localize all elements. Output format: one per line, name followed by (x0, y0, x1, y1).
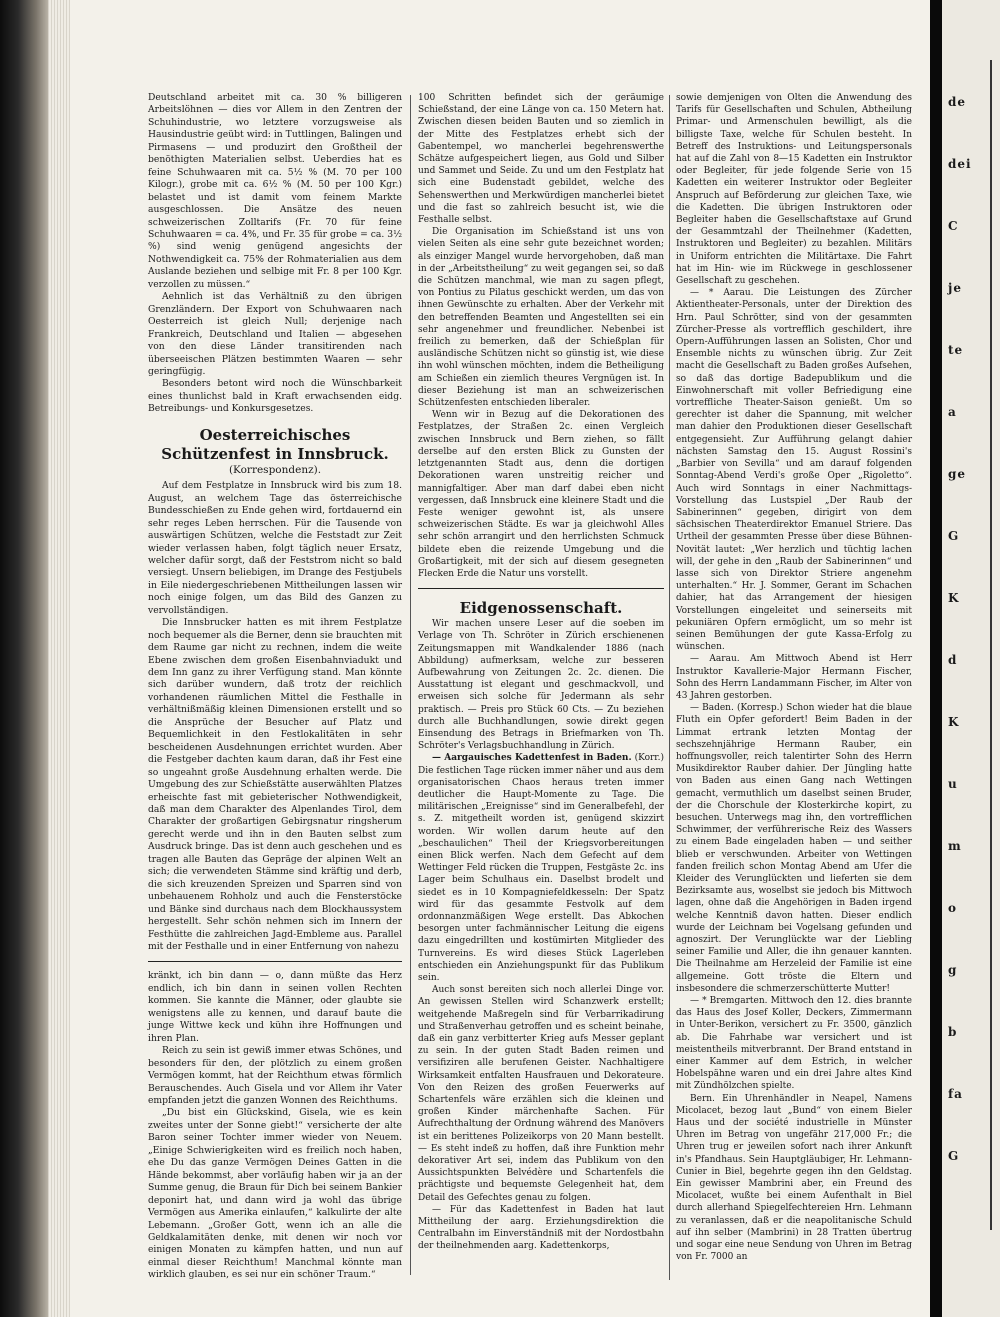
next-page-fragment-text: g (948, 963, 958, 977)
next-page-fragment-text: o (948, 901, 958, 915)
paragraph: — * Aarau. Die Leistungen des Zürcher Aktientheater-Personals, unter der Direktion des Hrn. Paul Schrötter, sind von der gesammten Zürcher-Presse als vortrefflich geschildert, ihre Opern-Aufführungen lassen an Solisten, Chor und Ensemble nichts zu wünschen übrig. Zur Zeit macht die Gesellschaft zu Baden großes Aufsehen, so daß das dortige Badepublikum und die Einwohnerschaft mit voller Befriedigung eine vortreffliche Theater-Saison genießt. Um so gerechter ist daher die Spannung, mit welcher man dahier den Produktionen dieser Gesellschaft entgegensieht. Zur Aufführung gelangt dahier nächsten Samstag den 15. August Rossini's „Barbier von Sevilla“ und am darauf folgenden Sonntag-Abend Verdi's große Oper „Rigoletto“. Auch wird Sonntags in einer Nachmittags-Vorstellung das Lustspiel „Der Raub der Sabinerinnen“ gegeben, dirigirt von dem sächsischen Theaterdirektor Emanuel Striere. Das Urtheil der gesammten Presse über diese Bühnen-Novität lautet: „Wer herzlich und tüchtig lachen will, der gehe in den „Raub der Sabinerinnen“ und lasse sich von Direktor Striere angenehm unterhalten.“ Hr. J. Sommer, Gerant im Schachen dahier, hat das Arrangement der hiesigen Vorstellungen eingeleitet und seinerseits mit pekuniären Opfern ermöglicht, um so mehr ist seinen Bemühungen der gute Kassa-Erfolg zu wünschen. (676, 288, 912, 653)
article-heading: Oesterreichisches Schützenfest in Innsbruck. (161, 425, 389, 463)
paragraph: „Du bist ein Glückskind, Gisela, wie es kein zweites unter der Sonne giebt!“ versicherte der alte Baron seiner Tochter immer wieder von Neuem. „Einige Schwierigkeiten wird es freilich noch haben, ehe Du das ganze Vermögen Deines Gatten in die Hände bekommst, aber vorläufig haben wir ja an der Summe genug, die Braun für Dich bei seinem Bankier deponirt hat, und dann wird ja wohl das übrige Vermögen aus Amerika einlaufen,“ kalkulirte der alte Lebemann. „Großer Gott, wenn ich an alle die Geldkalamitäten denke, mit denen wir noch vor einigen Monaten zu kämpfen hatten, und nun auf einmal dieser Reichthum! Manchmal könnte man wirklich glauben, es sei nur ein schöner Traum.“ (148, 1107, 402, 1281)
next-page-fragment-text: b (948, 1025, 958, 1039)
column-rule (669, 95, 670, 1280)
next-page-fragment-text: m (948, 839, 962, 853)
paragraph: sowie demjenigen von Olten die Anwendung des Tarifs für Gesellschaften und Schulen, Abtheilung Primar- und Armenschulen bewilligt, als die billigste Taxe, welche für Schulen besteht. In Betreff des Instruktions- und Leitungspersonals hat auf die Zahl von 8—15 Kadetten ein Instruktor oder Begleiter, für jede folgende Serie von 15 Kadetten ein weiterer Instruktor oder Begleiter Anspruch auf Beförderung zur gleichen Taxe, wie die Kadetten. Die übrigen Instruktoren oder Begleiter haben die Gesellschaftstaxe auf Grund der Gesammtzahl der Theilnehmer (Kadetten, Instruktoren und Begleiter) zu bezahlen. Militärs in Uniform entrichten die Militärtaxe. Die Fahrt hat im Hin- wie im Rückwege in geschlossener Gesellschaft zu geschehen. (676, 93, 912, 287)
news-title: — Aargauisches Kadettenfest in Baden. (432, 753, 632, 764)
next-page-fragment-text: de (948, 95, 967, 109)
next-page-fragment (942, 0, 1000, 1317)
paragraph: Wenn wir in Bezug auf die Dekorationen des Festplatzes, der Straßen 2c. einen Vergleich zwischen Innsbruck und Bern ziehen, so fällt derselbe auf den ersten Blick zu Gunsten der letztgenannten Stadt aus, denn die dortigen Dekorationen waren unstreitig reicher und mannigfaltiger. Aber man darf dabei eben nicht vergessen, daß Innsbruck eine kleinere Stadt und die Feste weniger gewohnt ist, als unsere schweizerischen Städte. Es war ja gleichwohl Alles sehr schön arrangirt und den herrlichsten Schmuck bildete eben die reizende Umgebung und die Großartigkeit, mit der sich auf diesem gesegneten Flecken Erde die Natur uns vorstellt. (418, 410, 664, 579)
paragraph: — Baden. (Korresp.) Schon wieder hat die blaue Fluth ein Opfer gefordert! Beim Baden in der Limmat ertrank letzten Montag der sechszehnjährige Hermann Rauber, ein hoffnungsvoller, reich talentirter Sohn des Herrn Musikdirektor Rauber dahier. Der Jüngling hatte von Baden aus einen Gang nach Wettingen gemacht, vermuthlich um daselbst seinen Bruder, der die Chorschule der Klosterkirche kopirt, zu besuchen. Unterwegs mag ihn, den vortrefflichen Schwimmer, der verführerische Reiz des Wassers zu einem Bade eingeladen haben — und seither blieb er verschwunden. Arbeiter von Wettingen fanden freilich schon Montag Abend am Ufer die Kleider des Verunglückten und lieferten sie dem Bezirksamte aus, woselbst sie jedoch bis Mittwoch lagen, ohne daß die Angehörigen in Baden irgend welche Kenntniß davon hatten. Dieser endlich wurde der Leichnam bei Vogelsang gefunden und agnoszirt. Der Verunglückte war der Liebling seiner Familie und Aller, die ihn genauer kannten. Die Theilnahme am Herzeleid der Familie ist eine allgemeine. Gott tröste die Eltern und insbesondere die schmerzerschütterte Mutter! (676, 703, 912, 994)
paragraph: — * Bremgarten. Mittwoch den 12. dies brannte das Haus des Josef Koller, Deckers, Zimmermann in Unter-Berikon, versichert zu Fr. 3500, gänzlich ab. Die Fahrhabe war versichert und ist meistentheils mitverbrannt. Der Brand entstand in einer Kammer auf dem Estrich, in welcher Hobelspähne waren und ein drei Jahre altes Kind mit Zündhölzchen spielte. (676, 996, 912, 1092)
scan-edge (0, 0, 48, 1317)
next-page-fragment-text: dei (948, 157, 972, 171)
next-page-fragment-text: G (948, 529, 960, 543)
column-1 (148, 92, 402, 1282)
paragraph: Bern. Ein Uhrenhändler in Neapel, Namens Micolacet, bezog laut „Bund“ von einem Bieler Haus und der société industrielle in Münster Uhren im Betrag von ungefähr 217,000 Fr.; die Uhren trug er jeweilen sofort nach ihrer Ankunft in's Pfandhaus. Sein Hauptgläubiger, Hr. Lehmann-Cunier in Biel, begehrte gegen ihn den Geldstag. Ein gewisser Mambrini aber, ein Freund des Micolacet, wußte bei einem Aufenthalt in Biel durch allerhand Spiegelfechtereien Hrn. Lehmann zu veranlassen, daß er die neapolitanische Schuld auf ihn selber (Mambrini) in 28 Tratten übertrug und sogar eine neue Sendung von Uhren im Betrag von Fr. 7000 an (676, 1093, 912, 1263)
next-page-fragment-text: K (948, 591, 960, 605)
paragraph: 100 Schritten befindet sich der geräumige Schießstand, der eine Länge von ca. 150 Metern hat. Zwischen diesen beiden Bauten und so ziemlich in der Mitte des Festplatzes erhebt sich der Gabentempel, wo mancherlei begehrenswerthe Schätze aufgespeichert liegen, aus Gold und Silber und Sammet und Seide. Zu und um den Festplatz hat sich eine Budenstadt gebildet, welche des Sehenswerthen und Merkwürdigen mancherlei bietet und die fast so zahlreich besucht ist, wie die Festhalle selbst. (418, 93, 664, 226)
paragraph: Besonders betont wird noch die Wünschbarkeit eines thunlichst bald in Kraft erwachsenden eidg. Betreibungs- und Konkursgesetzes. (148, 378, 402, 415)
next-page-fragment-text: G (948, 1149, 960, 1163)
next-page-fragment-text: d (948, 653, 958, 667)
section-divider (418, 588, 664, 589)
column-2 (418, 92, 664, 1253)
paragraph: — Aarau. Am Mittwoch Abend ist Herr Instruktor Kavallerie-Major Hermann Fischer, Sohn des Herrn Landammann Fischer, im Alter von 43 Jahren gestorben. (676, 654, 912, 701)
paragraph: Wir machen unsere Leser auf die soeben im Verlage von Th. Schröter in Zürich erschienenen Zeitungsmappen mit Wandkalender 1886 (nach Abbildung) aufmerksam, welche zur besseren Aufbewahrung von Zeitungen 2c. 2c. dienen. Die Ausstattung ist elegant und geschmackvoll, und erweisen sich solche für Jedermann als sehr praktisch. — Preis pro Stück 60 Cts. — Zu beziehen durch alle Buchhandlungen, sowie direkt gegen Einsendung des Betrags in Briefmarken von Th. Schröter's Verlagsbuchhandlung in Zürich. (418, 619, 664, 752)
column-3 (676, 92, 912, 1264)
article-subheading: (Korrespondenz). (228, 463, 322, 476)
paragraph: Auch sonst bereiten sich noch allerlei Dinge vor. An gewissen Stellen wird Schanzwerk erstellt; weitgehende Maßregeln sind für Verbarrikadirung und Straßenverhau getroffen und es scheint beinahe, daß ein ganz verbitterter Krieg aufs Messer geplant zu sein. In der guten Stadt Baden reimen und versifiziren alle berufenen Geister. Nachhaltigere Wirksamkeit entfalten Hausfrauen und Dekorateure. Von den Reizen des großen Feuerwerks auf Schartenfels wäre erzählen sich die kleinen und großen Kinder märchenhafte Sachen. Für Aufrechthaltung der Ordnung während des Manövers ist ein berittenes Polizeikorps von 20 Mann bestellt. — Es steht indeß zu hoffen, daß ihre Funktion mehr dekorativer Art sei, indem das Publikum von den Aussichtspunkten Belvédère und Schartenfels die prächtigste und bequemste Gelegenheit hat, dem Detail des Gefechtes genau zu folgen. (418, 985, 664, 1203)
next-page-rule (990, 60, 992, 1230)
next-page-fragment-text: ge (948, 467, 967, 481)
next-page-fragment-text: u (948, 777, 958, 791)
book-spine (48, 0, 70, 1317)
paragraph: kränkt, ich bin dann — o, dann müßte das Herz endlich, ich bin dann in seinen vollen Rechten kommen. Sie kannte die Männer, oder glaubte sie wenigstens alle zu kennen, und darauf baute die junge Wittwe keck und kühn ihre Hoffnungen und ihren Plan. (148, 970, 402, 1044)
next-page-fragment-text: C (948, 219, 959, 233)
paragraph: Die Innsbrucker hatten es mit ihrem Festplatze noch bequemer als die Berner, denn sie brauchten mit dem Raume gar nicht zu rechnen, indem die weite Ebene zwischen dem großen Eisenbahnviadukt und dem Inn ganz zu ihrer Verfügung stand. Man könnte sich darüber wundern, daß trotz der reichlich vorhandenen räumlichen Mittel die Festhalle in verhältnißmäßig kleinen Dimensionen erstellt und so die Ansprüche der Besucher auf Platz und Bequemlichkeit in den Festlokalitäten in sehr bescheidenen Ausdehnungen errichtet wurden. Aber die Festgeber dachten kaum daran, daß ihr Fest eine so ungeahnt große Ausdehnung erhalten werde. Die Umgebung des zur Schießstätte auserwählten Platzes erheischte fast mit gebieterischer Nothwendigkeit, daß man dem Charakter des Alpenlandes Tirol, dem Charakter der großartigen Gebirgsnatur ringsherum gerecht werde und ihn in den Bauten selbst zum Ausdruck bringe. Das ist denn auch geschehen und es tragen alle Bauten das Gepräge der alpinen Welt an sich; die verwendeten Stämme sind kräftig und derb, die sich kreuzenden Spreizen und Sparren sind von unbehauenem Rohholz und auch die Fensterstöcke und Bänke sind durchaus nach dem Blockhaussystem hergestellt. Sehr schön nehmen sich im Innern der Festhütte die zahlreichen Jagd-Embleme aus. Parallel mit der Festhalle und in einer Entfernung von nahezu (148, 617, 402, 952)
paragraph: — Für das Kadettenfest in Baden hat laut Mittheilung der aarg. Erziehungsdirektion die Centralbahn im Einverständniß mit der Nordostbahn der theilnehmenden aarg. Kadettenkorps, (418, 1204, 664, 1252)
paragraph: (Korr.) Die festlichen Tage rücken immer näher und aus dem organisatorischen Chaos heraus treten immer deutlicher die Haupt-Momente zu Tage. Die militärischen „Ereignisse“ sind im Generalbefehl, der s. Z. mitgetheilt worden ist, genügend skizzirt worden. Wir wollen darum heute auf den „beschaulichen“ Theil der Kriegsvorbereitungen einen Blick werfen. Nach dem Gefecht auf dem Wettinger Feld rücken die Truppen, Festgäste 2c. ins Lager beim Schulhaus ein. Daselbst brodelt und siedet es in 10 Kompagniefeldkesseln: Der Spatz wird für das gesammte Festvolk auf dem ordonnanzmäßigen Wege erstellt. Das Abkochen besorgen unter fachmännischer Leitung die eigens dazu eingedrillten und kostümirten Mitglieder des Turnvereins. Es wird dieses Stück Lagerleben entschieden ein Anziehungspunkt für das Publikum sein. (418, 753, 664, 984)
page-gap (930, 0, 942, 1317)
next-page-fragment-text: a (948, 405, 957, 419)
paragraph: Die Organisation im Schießstand ist uns von vielen Seiten als eine sehr gute bezeichnet worden; als einziger Mangel wurde hervorgehoben, daß man in der „Arbeitstheilung“ zu weit gegangen sei, so daß die Schützen manchmal, wie man zu sagen pflegt, von Pontius zu Pilatus geschickt werden, um das von ihnen Gewünschte zu erhalten. Aber der Verkehr mit den betreffenden Beamten und Angestellten sei ein sehr angenehmer und freundlicher. Nebenbei ist freilich zu bemerken, daß der Schießplan für ausländische Schützen nicht so günstig ist, wie diese ihn wohl wünschen möchten, indem die Betheiligung am Schießen ein ziemlich theures Vergnügen ist. In dieser Beziehung ist man an schweizerischen Schützenfesten entschieden liberaler. (418, 227, 664, 409)
paragraph: Reich zu sein ist gewiß immer etwas Schönes, und besonders für den, der plötzlich zu einem großen Vermögen kommt, hat der Reichthum etwas förmlich Berauschendes. Auch Gisela und vor Allem ihr Vater empfanden jetzt die ganzen Wonnen des Reichthums. (148, 1045, 402, 1106)
next-page-fragment-text: je (948, 281, 962, 295)
paragraph: Deutschland arbeitet mit ca. 30 % billigeren Arbeitslöhnen — dies vor Allem in den Zentren der Schuhindustrie, wo letztere vorzugsweise als Hausindustrie geübt wird: in Tuttlingen, Balingen und Pirmasens — und produzirt den Großtheil der benöthigten Materialien selbst. Ueberdies hat es feine Schuhwaaren mit ca. 5½ % (M. 70 per 100 Kilogr.), grobe mit ca. 6½ % (M. 50 per 100 Kgr.) belastet und ist damit vom feinem Markte ausgeschlossen. Die Ansätze des neuen schweizerischen Zolltarifs (Fr. 70 für feine Schuhwaaren = ca. 4%, und Fr. 35 für grobe = ca. 3½ %) sind wenig genügend angesichts der Nothwendigkeit ca. 75% der Rohmaterialien aus dem Auslande beziehen und selbige mit Fr. 8 per 100 Kgr. verzollen zu müssen.“ (148, 92, 402, 290)
next-page-fragment-text: K (948, 715, 960, 729)
next-page-fragment-text: fa (948, 1087, 963, 1101)
paragraph: Aehnlich ist das Verhältniß zu den übrigen Grenzländern. Der Export von Schuhwaaren nach Oesterreich ist gleich Null; derjenige nach Frankreich, Deutschland und Italien — abgesehen von den diese Länder transitirenden nach überseeischen Plätzen bestimmten Waaren — sehr geringfügig. (148, 291, 402, 377)
section-heading: Eidgenossenschaft. (459, 599, 623, 618)
column-rule (410, 95, 411, 1275)
next-page-fragment-text: te (948, 343, 964, 357)
paragraph: Auf dem Festplatze in Innsbruck wird bis zum 18. August, an welchem Tage das österreichische Bundesschießen zu Ende gehen wird, fortdauernd ein sehr reges Leben herrschen. Für die Tausende von auswärtigen Schützen, welche die Feststadt zur Zeit wieder verlassen haben, folgt täglich neuer Ersatz, welcher dafür sorgt, daß der Feststrom nicht so bald versiegt. Unsern beliebigen, im Drange des Festjubels in Eile niedergeschriebenen Mittheilungen lassen wir noch einige folgen, um das Bild des Ganzen zu vervollständigen. (148, 480, 402, 616)
section-divider (148, 961, 402, 962)
